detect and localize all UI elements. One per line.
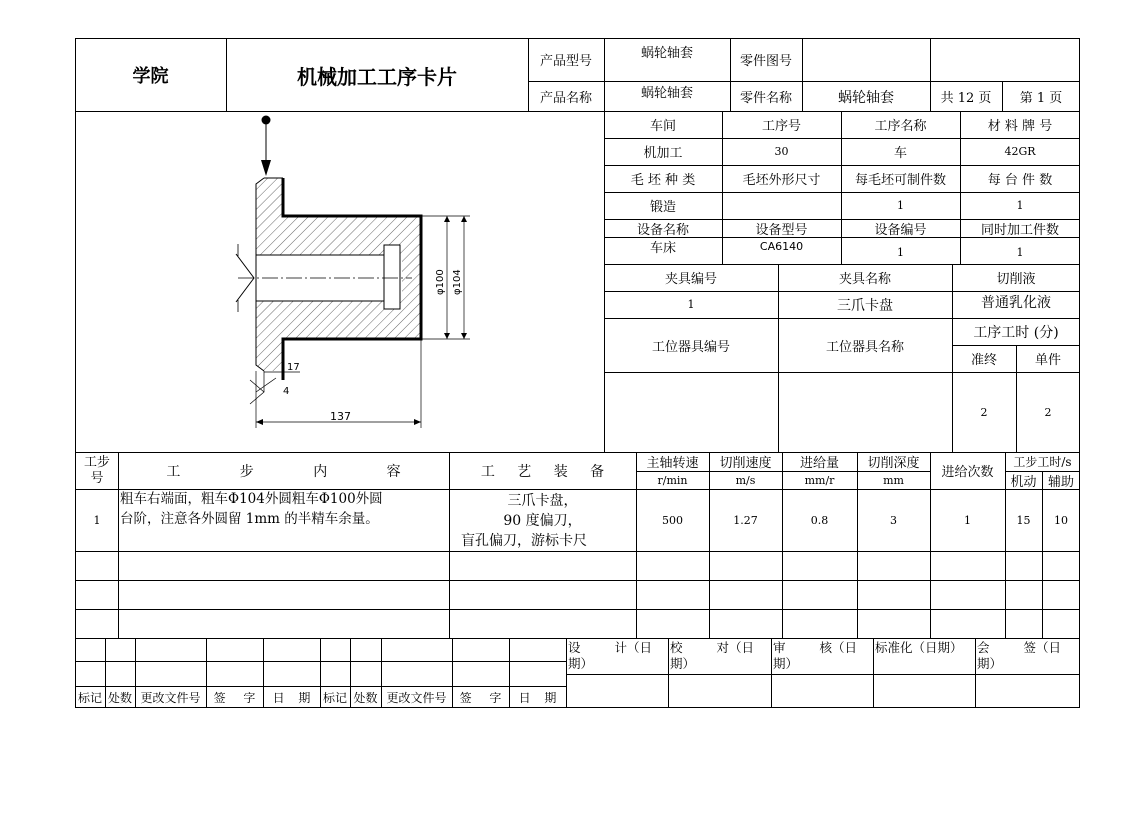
station-tool-no-label: 工位器具编号 <box>651 339 730 355</box>
step-row-feed: 0.8 <box>810 513 829 527</box>
equip-name-value: 车床 <box>649 240 676 256</box>
parts-per-unit-value: 1 <box>1016 199 1024 212</box>
card-title: 机械加工工序卡片 <box>297 64 457 89</box>
step-row-content-line1: 粗车右端面，粗车Φ104外圆粗车Φ100外圆 <box>120 491 383 507</box>
clamp-point-marker <box>262 116 271 125</box>
footer-change-doc-1: 更改文件号 <box>140 690 201 705</box>
dim-4: 4 <box>283 386 290 397</box>
col-step-content: 工 步 内 容 <box>166 463 401 480</box>
clamp-arrow-icon <box>261 160 271 176</box>
col-spindle-unit: r/min <box>657 473 688 487</box>
footer-date-1: 日 期 <box>272 690 311 705</box>
step-row-spindle: 500 <box>662 513 683 527</box>
col-machine-time: 机动 <box>1010 474 1037 490</box>
footer-change-doc-2: 更改文件号 <box>386 690 447 705</box>
parts-per-unit-label: 每 台 件 数 <box>987 173 1053 188</box>
equip-no-value: 1 <box>897 246 904 259</box>
step-row-equip-line1: 三爪卡盘， <box>507 493 578 509</box>
step-row-machine: 15 <box>1016 513 1031 527</box>
prep-label: 准终 <box>970 353 997 368</box>
col-step-time: 工步工时/s <box>1013 455 1072 469</box>
footer-date-2: 日 期 <box>518 690 557 705</box>
footer-count-1: 处数 <box>107 690 132 705</box>
op-name-label: 工序名称 <box>874 119 927 134</box>
equip-name-label: 设备名称 <box>636 222 689 238</box>
material-label: 材 料 牌 号 <box>987 119 1053 134</box>
coolant-value: 普通乳化液 <box>981 294 1051 311</box>
page-number: 第 1 页 <box>1019 91 1063 106</box>
product-name-value: 蜗轮轴套 <box>640 85 693 101</box>
total-pages: 共 12 页 <box>940 91 992 106</box>
op-no-value: 30 <box>774 145 789 158</box>
part-drawing <box>200 111 510 431</box>
op-no-label: 工序号 <box>761 119 801 134</box>
op-time-label: 工序工时 (分) <box>973 324 1059 341</box>
step-row-passes: 1 <box>964 513 971 527</box>
workshop-label: 车间 <box>649 119 676 134</box>
col-speed-unit: m/s <box>735 473 756 487</box>
equip-model-label: 设备型号 <box>755 222 808 238</box>
step-row-speed: 1.27 <box>733 513 758 527</box>
col-equipment: 工 艺 装 备 <box>480 463 605 480</box>
simul-parts-label: 同时加工件数 <box>980 222 1059 238</box>
step-row-equip-line2: 90 度偏刀， <box>503 513 582 529</box>
blank-type-value: 锻造 <box>649 200 676 215</box>
col-depth: 切削深度 <box>867 456 920 471</box>
step-row-no: 1 <box>93 513 101 527</box>
op-name-value: 车 <box>893 146 907 161</box>
step-row-depth: 3 <box>890 513 897 527</box>
school-name: 学院 <box>132 66 169 87</box>
coolant-label: 切削液 <box>996 272 1036 287</box>
col-feed: 进给量 <box>799 456 839 471</box>
footer-count-2: 处数 <box>353 690 378 705</box>
part-drawing-no-value <box>802 38 930 81</box>
col-aux-time: 辅助 <box>1047 474 1074 490</box>
unit-label: 单件 <box>1034 353 1061 368</box>
fixture-no-value: 1 <box>687 298 695 311</box>
material-value: 42GR <box>1004 145 1036 158</box>
prep-value: 2 <box>980 406 988 419</box>
footer-review-label: 审 核（日期） <box>773 640 857 671</box>
blank-type-label: 毛 坯 种 类 <box>630 173 696 188</box>
step-row-content-line2: 台阶，注意各外圆留 1mm 的半精车余量。 <box>120 511 379 527</box>
col-speed: 切削速度 <box>719 456 772 471</box>
fixture-no-label: 夹具编号 <box>664 272 717 287</box>
footer-countersign-label: 会 签（日期） <box>977 640 1061 671</box>
dim-d104: φ104 <box>452 269 463 295</box>
col-feed-unit: mm/r <box>804 473 835 487</box>
dim-d100: φ100 <box>435 269 446 295</box>
equip-model-value: CA6140 <box>759 239 804 253</box>
product-model-label: 产品型号 <box>539 54 592 69</box>
part-name-label: 零件名称 <box>739 91 792 106</box>
dim-17: 17 <box>287 362 300 373</box>
fixture-name-value: 三爪卡盘 <box>837 297 893 314</box>
footer-design-label: 设 计（日期） <box>568 640 652 671</box>
col-spindle: 主轴转速 <box>646 456 699 471</box>
footer-standard-label: 标准化（日期） <box>875 640 963 655</box>
col-step-no: 工步号 <box>83 454 110 486</box>
equip-no-label: 设备编号 <box>874 222 927 238</box>
product-model-value: 蜗轮轴套 <box>640 45 693 61</box>
footer-check-label: 校 对（日期） <box>670 640 754 671</box>
workshop-value: 机加工 <box>643 146 683 161</box>
parts-per-blank-label: 每毛坯可制件数 <box>854 173 946 188</box>
product-name-label: 产品名称 <box>539 91 592 106</box>
col-passes: 进给次数 <box>941 465 994 480</box>
part-drawing-no-label: 零件图号 <box>739 54 792 69</box>
step-row-equip-line3: 盲孔偏刀，游标卡尺 <box>461 533 587 549</box>
dim-length: 137 <box>330 410 351 423</box>
col-depth-unit: mm <box>883 473 904 487</box>
blank-size-label: 毛坯外形尺寸 <box>742 173 821 188</box>
footer-mark-1: 标记 <box>77 690 102 705</box>
footer-sign-2: 签 字 <box>459 690 502 705</box>
step-row-aux: 10 <box>1054 513 1068 527</box>
blank-size-value <box>722 192 841 219</box>
parts-per-blank-value: 1 <box>897 199 904 212</box>
footer-mark-2: 标记 <box>322 690 347 705</box>
unit-value: 2 <box>1044 406 1052 419</box>
station-tool-name-label: 工位器具名称 <box>825 339 904 355</box>
footer-sign-1: 签 字 <box>213 690 256 705</box>
fixture-name-label: 夹具名称 <box>838 272 891 287</box>
part-name-value: 蜗轮轴套 <box>838 89 894 106</box>
simul-parts-value: 1 <box>1016 246 1024 259</box>
